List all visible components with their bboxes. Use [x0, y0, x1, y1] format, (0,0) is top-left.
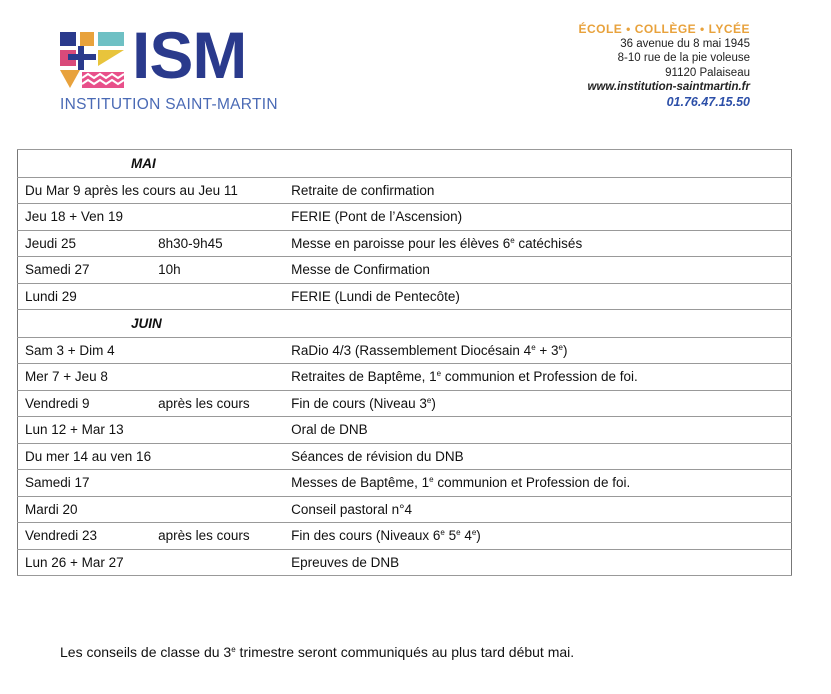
logo-mark-icon — [60, 32, 124, 88]
event-sup: e — [456, 528, 461, 538]
level-college: COLLÈGE — [634, 22, 697, 36]
row-event — [284, 496, 791, 523]
row-time — [151, 230, 284, 257]
table-row — [18, 283, 792, 310]
date-text: Lun 26 + Mar 27 — [25, 554, 124, 570]
event-text-cont: + 3 — [535, 342, 559, 358]
phone-number: 01.76.47.15.50 — [666, 94, 750, 109]
row-event — [284, 337, 791, 364]
address-line-3: 91120 Palaiseau — [665, 66, 750, 79]
event-text: Messes de Baptême, 1 — [291, 475, 430, 491]
row-date — [18, 337, 152, 364]
event-text-cont: ) — [476, 528, 481, 544]
table-row — [18, 523, 792, 550]
event-sup: e — [471, 528, 477, 538]
event-text: Messe en paroisse pour les élèves 6 — [291, 235, 511, 251]
time-text: 8h30-9h45 — [158, 235, 223, 251]
month-header-june — [18, 310, 792, 338]
address-line-1: 36 avenue du 8 mai 1945 — [620, 37, 750, 50]
time-text: après les cours — [158, 395, 250, 411]
row-date — [18, 523, 152, 550]
row-date — [18, 470, 152, 497]
month-header-may — [18, 150, 792, 178]
school-logo — [60, 18, 320, 118]
row-event — [284, 443, 791, 470]
date-text: Lun 12 + Mar 13 — [25, 422, 124, 438]
row-event — [284, 230, 791, 257]
date-text: Samedi 27 — [25, 262, 90, 278]
event-text-cont: 5 — [444, 528, 457, 544]
event-sup: e — [440, 528, 445, 538]
footer-note-text-end: trimestre seront communiqués au plus tard début mai. — [235, 644, 575, 660]
month-label: MAI — [18, 150, 792, 178]
row-date — [18, 257, 152, 284]
date-text: Mer 7 + Jeu 8 — [25, 369, 108, 385]
table-row — [18, 417, 792, 444]
event-sup: e — [531, 342, 536, 352]
date-text: Samedi 17 — [25, 475, 90, 491]
event-text-cont: ) — [563, 342, 568, 358]
event-text: Conseil pastoral n°4 — [291, 501, 413, 517]
time-text: après les cours — [158, 528, 250, 544]
event-text-cont: communion et Profession de foi. — [441, 369, 638, 385]
time-text: 10h — [158, 262, 181, 278]
row-time — [151, 443, 284, 470]
table-row — [18, 337, 792, 364]
row-date — [18, 417, 152, 444]
row-time — [151, 204, 284, 231]
month-label: JUIN — [18, 310, 792, 338]
event-sup: e — [426, 395, 432, 405]
date-text: Sam 3 + Dim 4 — [25, 342, 115, 358]
website-link[interactable]: www.institution-saintmartin.fr — [587, 81, 750, 93]
row-date — [18, 204, 152, 231]
schedule-table — [17, 149, 792, 576]
event-text: Messe de Confirmation — [291, 262, 430, 278]
event-sup: e — [510, 235, 515, 245]
row-date — [18, 230, 152, 257]
event-text: Oral de DNB — [291, 422, 368, 438]
row-event — [284, 470, 791, 497]
row-event — [284, 417, 791, 444]
row-date — [18, 283, 152, 310]
row-time — [151, 523, 284, 550]
event-text: Retraites de Baptême, 1 — [291, 369, 437, 385]
event-text: FERIE (Pont de l’Ascension) — [291, 209, 463, 225]
event-text: Fin de cours (Niveau 3 — [291, 395, 427, 411]
row-date — [18, 364, 152, 391]
date-text: Lundi 29 — [25, 288, 77, 304]
event-text: Retraite de confirmation — [291, 182, 435, 198]
row-time — [151, 257, 284, 284]
table-row — [18, 496, 792, 523]
event-sup: e — [558, 342, 563, 352]
table-row — [18, 177, 792, 204]
table-row — [18, 443, 792, 470]
row-event — [284, 257, 791, 284]
school-address-block — [578, 22, 750, 109]
table-row — [18, 230, 792, 257]
row-time — [151, 337, 284, 364]
level-ecole: ÉCOLE — [578, 22, 623, 36]
footer-note-text: Les conseils de classe du 3 — [60, 644, 232, 660]
row-date — [18, 549, 152, 576]
date-text: Vendredi 9 — [25, 395, 90, 411]
table-row — [18, 470, 792, 497]
row-event — [284, 549, 791, 576]
row-time — [151, 549, 284, 576]
date-text: Jeudi 25 — [25, 235, 77, 251]
table-row — [18, 204, 792, 231]
row-event — [284, 364, 791, 391]
event-text: Epreuves de DNB — [291, 554, 400, 570]
event-text: Séances de révision du DNB — [291, 448, 464, 464]
footer-note — [60, 644, 574, 660]
event-text-cont: ) — [431, 395, 436, 411]
event-sup: e — [429, 475, 434, 485]
row-event — [284, 390, 791, 417]
event-text: Fin des cours (Niveaux 6 — [291, 528, 441, 544]
date-text: Vendredi 23 — [25, 528, 98, 544]
table-row — [18, 364, 792, 391]
event-text-cont: communion et Profession de foi. — [433, 475, 631, 491]
address-line-2: 8-10 rue de la pie voleuse — [617, 52, 750, 64]
row-event — [284, 204, 791, 231]
date-text: Jeu 18 + Ven 19 — [25, 209, 123, 225]
row-time — [151, 283, 284, 310]
row-event — [284, 523, 791, 550]
event-sup: e — [436, 369, 442, 379]
date-text: Du mer 14 au ven 16 — [25, 448, 152, 464]
row-date — [18, 390, 152, 417]
event-text: FERIE (Lundi de Pentecôte) — [291, 288, 460, 304]
date-text: Mardi 20 — [25, 501, 78, 517]
logo-wordmark: ISM — [132, 18, 247, 92]
level-lycee: LYCÉE — [708, 22, 750, 36]
row-event — [284, 283, 791, 310]
row-time — [151, 470, 284, 497]
logo-subtitle: INSTITUTION SAINT-MARTIN — [60, 96, 278, 113]
row-time — [151, 496, 284, 523]
event-text-cont: 4 — [460, 528, 472, 544]
row-date — [18, 177, 285, 204]
school-levels: ÉCOLE • COLLÈGE • LYCÉE — [578, 22, 750, 36]
row-time — [151, 417, 284, 444]
row-event — [284, 177, 791, 204]
event-text-cont: catéchisés — [514, 235, 583, 251]
row-time — [151, 364, 284, 391]
footer-note-sup: e — [231, 645, 236, 654]
table-row — [18, 257, 792, 284]
row-date — [18, 443, 152, 470]
event-text: RaDio 4/3 (Rassemblement Diocésain 4 — [291, 342, 532, 358]
date-text: Du Mar 9 après les cours au Jeu 11 — [25, 182, 238, 198]
row-date — [18, 496, 152, 523]
table-row — [18, 390, 792, 417]
row-time — [151, 390, 284, 417]
table-row — [18, 549, 792, 576]
